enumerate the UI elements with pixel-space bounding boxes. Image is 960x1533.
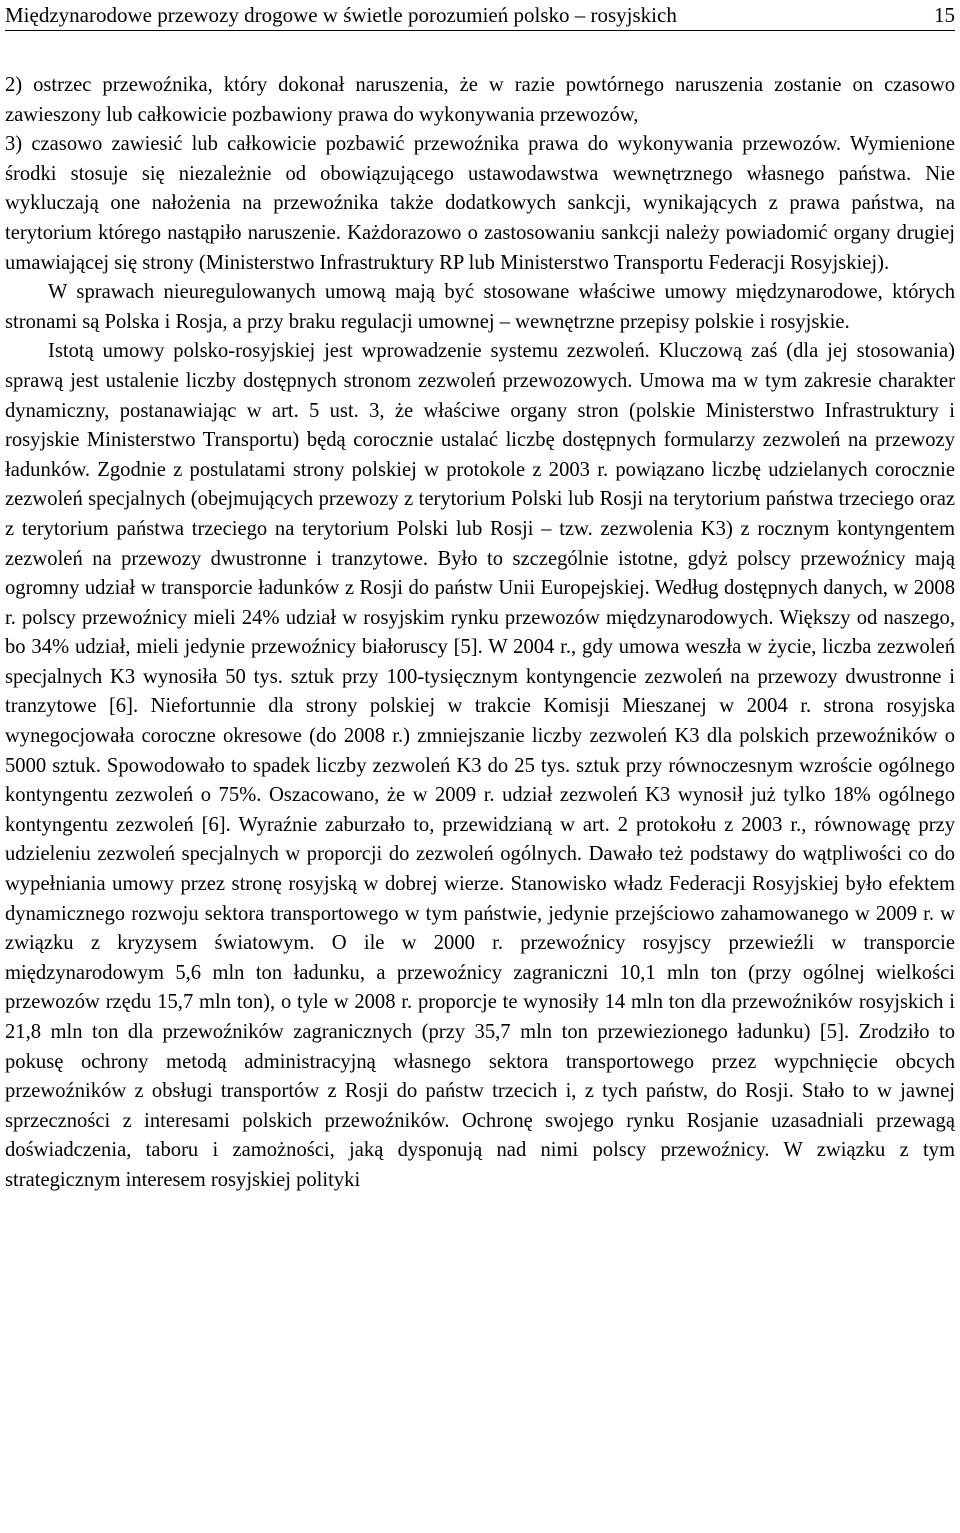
paragraph-permit-system: Istotą umowy polsko-rosyjskiej jest wprowadzenie systemu zezwoleń. Kluczową zaś (dla jej stosowania) sprawą jest ustalenie liczby dostępnych stronom zezwoleń przewozowych. Umowa ma w tym zakresie charakter dynamiczny, postanawiając w art. 5 ust. 3, że właściwe organy stron (polskie Ministerstwo Infrastruktury i rosyjskie Ministerstwo Transportu) będą corocznie ustalać liczbę dostępnych formularzy zezwoleń na przewozy ładunków. Zgodnie z postulatami strony polskiej w protokole z 2003 r. powiązano liczbę udzielanych corocznie zezwoleń specjalnych (obejmujących przewozy z terytorium Polski lub Rosji na terytorium państwa trzeciego oraz z terytorium państwa trzeciego na terytorium Polski lub Rosji – tzw. zezwolenia K3) z rocznym kontyngentem zezwoleń na przewozy dwustronne i tranzytowe. Było to szczególnie istotne, gdyż polscy przewoźnicy mają ogromny udział w transporcie ładunków z Rosji do państw Unii Europejskiej. Według dostępnych danych, w 2008 r. polscy przewoźnicy mieli 24% udział w rosyjskim rynku przewozów międzynarodowych. Większy od naszego, bo 34% udział, mieli jedynie przewoźnicy białoruscy [5]. W 2004 r., gdy umowa weszła w życie, liczba zezwoleń specjalnych K3 wynosiła 50 tys. sztuk przy 100-tysięcznym kontyngencie zezwoleń na przewozy dwustronne i tranzytowe [6]. Niefortunnie dla strony polskiej w trakcie Komisji Mieszanej w 2004 r. strona rosyjska wynegocjowała coroczne okresowe (do 2008 r.) zmniejszanie liczby zezwoleń K3 dla polskich przewoźników o 5000 sztuk. Spowodowało to spadek liczby zezwoleń K3 do 25 tys. sztuk przy równoczesnym wzroście ogólnego kontyngentu zezwoleń o 75%. Oszacowano, że w 2009 r. udział zezwoleń K3 wynosił już tylko 18% ogólnego kontyngentu zezwoleń [6]. Wyraźnie zaburzało to, przewidzianą w art. 2 protokołu z 2003 r., równowagę przy udzieleniu zezwoleń specjalnych w proporcji do zezwoleń ogólnych. Dawało też podstawy do wątpliwości co do wypełniania umowy przez stronę rosyjską w dobrej wierze. Stanowisko władz Federacji Rosyjskiej było efektem dynamicznego rozwoju sektora transportowego w tym państwie, jedynie przejściowo zahamowanego w 2009 r. w związku z kryzysem światowym. O ile w 2000 r. przewoźnicy rosyjscy przewieźli w transporcie międzynarodowym 5,6 mln ton ładunku, a przewoźnicy zagraniczni 10,1 mln ton (przy ogólnej wielkości przewozów rzędu 15,7 mln ton), o tyle w 2008 r. proporcje te wynosiły 14 mln ton dla przewoźników rosyjskich i 21,8 mln ton dla przewoźników zagranicznych (przy 35,7 mln ton przewiezionego ładunku) [5]. Zrodziło to pokusę ochrony metodą administracyjną własnego sektora transportowego przez wypchnięcie obcych przewoźników z obsługi transportów z Rosji do państw trzecich i, z tych państw, do Rosji. Stało to w jawnej sprzeczności z interesami polskich przewoźników. Ochronę swojego rynku Rosjanie uzasadniali przewagą doświadczenia, taboru i zamożności, jaką dysponują nad nimi polscy przewoźnicy. W związku z tym strategicznym interesem rosyjskiej polityki xyxy=(5,340,955,1191)
list-item-2: 2) ostrzec przewoźnika, który dokonał naruszenia, że w razie powtórnego naruszenia zostanie on czasowo zawieszony lub całkowicie pozbawiony prawa do wykonywania przewozów, xyxy=(5,74,955,126)
running-header xyxy=(5,0,955,31)
page-number: 15 xyxy=(934,3,955,27)
list-item-3: 3) czasowo zawiesić lub całkowicie pozbawić przewoźnika prawa do wykonywania przewozów. Wymienione środki stosuje się niezależnie od obowiązującego ustawodawstwa wewnętrznego własnego państwa. Nie wykluczają one nałożenia na przewoźnika także dodatkowych sankcji, wynikających z prawa państwa, na terytorium którego nastąpiło naruszenie. Każdorazowo o zastosowaniu sankcji należy powiadomić organy drugiej umawiającej się strony (Ministerstwo Infrastruktury RP lub Ministerstwo Transportu Federacji Rosyjskiej). xyxy=(5,133,955,274)
paragraph-unregulated-matters: W sprawach nieuregulowanych umową mają być stosowane właściwe umowy międzynarodowe, których stronami są Polska i Rosja, a przy braku regulacji umownej – wewnętrzne przepisy polskie i rosyjskie. xyxy=(5,281,955,333)
body-text xyxy=(5,71,955,1196)
document-page xyxy=(5,0,955,1196)
running-title: Międzynarodowe przewozy drogowe w świetle porozumień polsko – rosyjskich xyxy=(5,3,677,27)
